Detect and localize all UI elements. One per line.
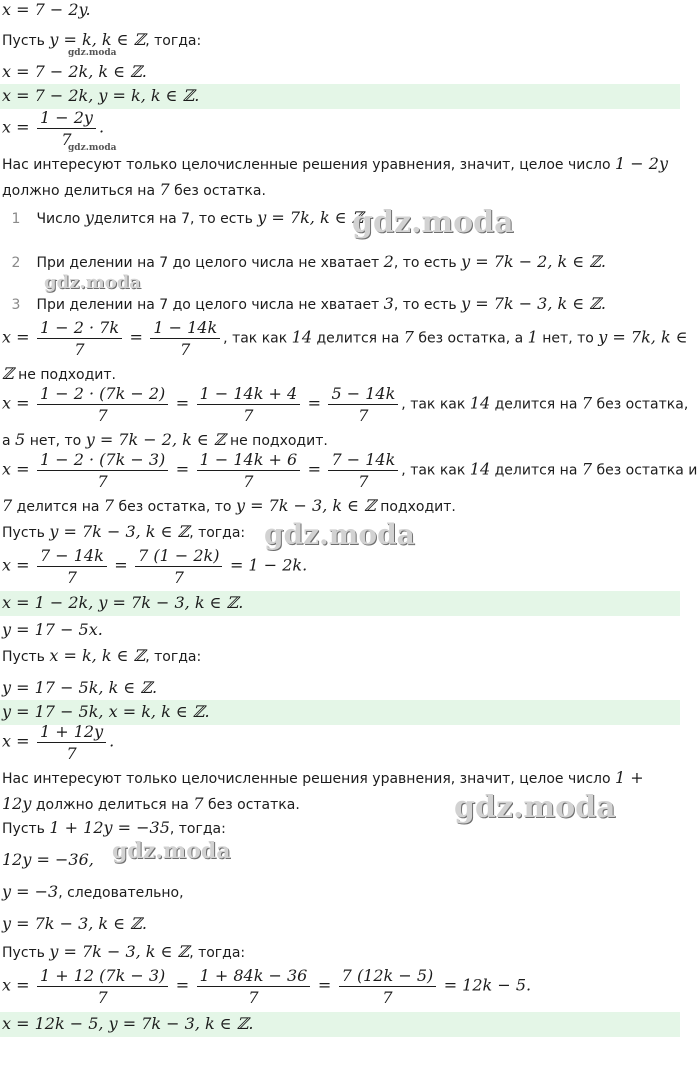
fraction: $\frac{1 - 2 \cdot (7k - 3)}{7}$ — [37, 450, 168, 491]
fraction: $\frac{1 - 14k + 6}{7}$ — [197, 450, 301, 491]
text-line: 7 делится на 7 без остатка, то y = 7k − 3, k ∈ ℤ подходит. — [2, 496, 456, 515]
equation-line: x = $\frac{1 - 2 \cdot (7k - 2)}{7}$ = $\frac{1 - 14k + 4}{7}$ = $\frac{5 - 14k}{7}$ , так как 14 делится на 7 без остатка, — [2, 384, 689, 425]
watermark: gdz.moda — [352, 205, 514, 240]
list-item: 1 Число yделится на 7, то есть y = 7k, k ∈ ℤ. — [11, 208, 369, 227]
fraction: $\frac{1 - 14k + 4}{7}$ — [197, 384, 301, 425]
text-line: Пусть y = 7k − 3, k ∈ ℤ, тогда: — [2, 522, 246, 541]
watermark: gdz.moda — [112, 838, 231, 864]
equation-line: y = 17 − 5k, k ∈ ℤ. — [2, 678, 158, 697]
equation-line: x = 7 − 2k, k ∈ ℤ. — [2, 62, 147, 81]
list-item: 2 При делении на 7 до целого числа не хватает 2, то есть y = 7k − 2, k ∈ ℤ. — [11, 252, 607, 271]
text-line: Нас интересуют только целочисленные решения уравнения, значит, целое число 1 + — [2, 768, 644, 787]
fraction: $\frac{7 - 14k}{7}$ — [328, 450, 398, 491]
fraction: $\frac{1 - 2y}{7}$ — [37, 108, 96, 149]
watermark: gdz.moda — [264, 518, 415, 551]
text-line: Пусть y = 7k − 3, k ∈ ℤ, тогда: — [2, 942, 246, 961]
watermark: gdz.moda — [68, 143, 117, 153]
text-line: а 5 нет, то y = 7k − 2, k ∈ ℤ не подходит. — [2, 430, 328, 449]
equation-line: 12y = −36, — [2, 850, 94, 869]
text-line: ℤ не подходит. — [2, 364, 116, 383]
watermark: gdz.moda — [454, 790, 616, 825]
equation-line: x = $\frac{7 - 14k}{7}$ = $\frac{7 (1 - 2k)}{7}$ = 1 − 2k. — [2, 546, 308, 587]
equation-line: x = $\frac{1 - 2y}{7}$ . — [2, 108, 105, 149]
equation-line: x = $\frac{1 - 2 \cdot (7k - 3)}{7}$ = $\frac{1 - 14k + 6}{7}$ = $\frac{7 - 14k}{7}$ , так как 14 делится на 7 без остатка и — [2, 450, 697, 491]
fraction: $\frac{1 + 84k - 36}{7}$ — [197, 966, 311, 1007]
text-line: y = −3, следовательно, — [2, 882, 184, 901]
fraction: $\frac{1 + 12 (7k - 3)}{7}$ — [37, 966, 168, 1007]
fraction: $\frac{7 - 14k}{7}$ — [37, 546, 107, 587]
equation-line: x = $\frac{1 - 2 \cdot 7k}{7}$ = $\frac{1 - 14k}{7}$ , так как 14 делится на 7 без остатка, а 1 нет, то y = 7k, k ∈ — [2, 318, 688, 359]
answer-line: y = 17 − 5k, x = k, k ∈ ℤ. — [2, 702, 210, 721]
equation-line: x = 7 − 2y. — [2, 0, 91, 19]
text-line: Нас интересуют только целочисленные решения уравнения, значит, целое число 1 − 2y — [2, 154, 668, 173]
fraction: $\frac{1 + 12y}{7}$ — [37, 722, 106, 763]
text-line: 12y должно делиться на 7 без остатка. — [2, 794, 300, 813]
text-line: должно делиться на 7 без остатка. — [2, 180, 266, 199]
fraction: $\frac{1 - 2 \cdot (7k - 2)}{7}$ — [37, 384, 168, 425]
equation-line: x = $\frac{1 + 12y}{7}$ . — [2, 722, 115, 763]
fraction: $\frac{5 - 14k}{7}$ — [328, 384, 398, 425]
answer-line: x = 1 − 2k, y = 7k − 3, k ∈ ℤ. — [2, 593, 244, 612]
watermark: gdz.moda — [68, 48, 117, 58]
fraction: $\frac{1 - 14k}{7}$ — [150, 318, 220, 359]
list-item: 3 При делении на 7 до целого числа не хватает 3, то есть y = 7k − 3, k ∈ ℤ. — [11, 294, 607, 313]
answer-line: x = 12k − 5, y = 7k − 3, k ∈ ℤ. — [2, 1014, 254, 1033]
watermark: gdz.moda — [44, 272, 141, 293]
text-line: Пусть y = k, k ∈ ℤ, тогда: — [2, 30, 202, 49]
text-line: Пусть x = k, k ∈ ℤ, тогда: — [2, 646, 202, 665]
fraction: $\frac{1 - 2 \cdot 7k}{7}$ — [37, 318, 122, 359]
equation-line: y = 7k − 3, k ∈ ℤ. — [2, 914, 147, 933]
equation-line: x = $\frac{1 + 12 (7k - 3)}{7}$ = $\frac{1 + 84k - 36}{7}$ = $\frac{7 (12k - 5)}{7}$ = 12k − 5. — [2, 966, 532, 1007]
equation-line: y = 17 − 5x. — [2, 620, 103, 639]
fraction: $\frac{7 (12k - 5)}{7}$ — [339, 966, 437, 1007]
fraction: $\frac{7 (1 - 2k)}{7}$ — [135, 546, 222, 587]
text-line: Пусть 1 + 12y = −35, тогда: — [2, 818, 226, 837]
answer-line: x = 7 − 2k, y = k, k ∈ ℤ. — [2, 86, 200, 105]
